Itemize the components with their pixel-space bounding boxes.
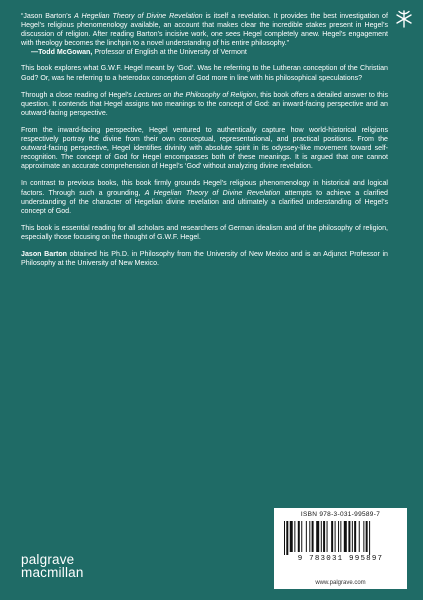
barcode-bar	[354, 521, 356, 552]
isbn-barcode	[274, 508, 407, 578]
barcode-bar	[309, 521, 310, 552]
barcode-bar	[338, 521, 339, 552]
barcode-bar	[298, 521, 300, 552]
p4-text-b: attempts to achieve a clarified understanding of the character of Hegelian divine revelation and ultimately a clarified understanding of Hegel’s concept of God.	[21, 188, 388, 215]
barcode-bar	[312, 521, 314, 552]
publisher-url: www.palgrave.com	[274, 578, 407, 589]
description-paragraph-1: This book explores what G.W.F. Hegel meant by ‘God’. Was he referring to the Lutheran conception of the Christian God? Or, was he referring to a heterodox conception of God more in line with his philosophical speculations?	[21, 64, 388, 82]
barcode-bar	[301, 521, 302, 552]
barcode-bar	[340, 521, 341, 552]
barcode-bar	[294, 521, 295, 552]
barcode-bar	[359, 521, 360, 552]
author-name: Jason Barton	[21, 249, 68, 258]
barcode-bar	[284, 521, 285, 555]
quote-title: A Hegelian Theory of Divine Revelation	[74, 12, 203, 20]
springer-horse-logo-icon	[393, 8, 415, 30]
barcode-bar	[327, 521, 328, 552]
back-cover-text	[21, 12, 388, 276]
barcode-bar	[286, 521, 288, 555]
isbn-digits: 9 783031 995897	[297, 555, 384, 563]
endorsement-author-role: Professor of English at the University of Vermont	[92, 48, 247, 57]
barcode-bar	[369, 521, 370, 555]
p2-title: Lectures on the Philosophy of Religion	[134, 90, 257, 99]
barcode-bar	[323, 521, 325, 552]
barcode-bar	[344, 521, 347, 552]
barcode-bar	[290, 521, 293, 552]
p4-title: A Hegelian Theory of Divine Revelation	[144, 188, 281, 197]
description-paragraph-4	[21, 179, 388, 215]
barcode-bar	[335, 521, 336, 552]
description-paragraph-5: This book is essential reading for all scholars and researchers of German idealism and of the philosophy of religion, especially those focusing on the thought of G.W.F. Hegel.	[21, 223, 388, 241]
quote-text: is itself a revelation. It provides the best investigation of Hegel’s religious phenomenology available, an account that makes clear the incredible stakes present in Hegel’s discussion of religion. After reading Barton’s incisive work, one sees Hegel completely anew. Hegel’s engagement with theology becomes the linchpin to a novel understanding of his entire philosophy.”	[21, 12, 388, 48]
p2-text-a: Through a close reading of Hegel’s	[21, 90, 135, 99]
publisher-line-2: macmillan	[21, 565, 84, 580]
barcode-bar	[348, 521, 350, 552]
p2-text-b: , this book offers a detailed answer to this question. It contends that Hegel assigns two meanings to the concept of God: an inward-facing perspective and an outward-facing perspective.	[21, 90, 388, 117]
author-bio	[21, 250, 388, 268]
publisher-logo	[21, 553, 84, 579]
barcode-bar	[306, 521, 307, 552]
barcode-bar	[321, 521, 322, 552]
quote-open: “Jason Barton’s	[21, 12, 75, 20]
p4-text-a: In contrast to previous books, this book firmly grounds Hegel’s religious phenomenology in historical and logical factors. Through such a grounding,	[21, 179, 388, 197]
publisher-line-1: palgrave	[21, 552, 75, 567]
isbn-label: ISBN 978-3-031-99589-7	[300, 511, 381, 518]
barcode-bar	[331, 521, 333, 552]
barcode-bar	[316, 521, 319, 552]
barcode-bar	[352, 521, 353, 552]
endorsement-author: —Todd McGowan,	[31, 48, 93, 57]
description-paragraph-3: From the inward-facing perspective, Hegel ventured to authentically capture how world-historical religions respectively portray the divine from their own conceptual, representational, and practical positions. From the outward-facing perspective, Hegel identifies divinity with absolute spirit in its odyssey-like movement toward self-recognition. The concept of God for Hegel encompasses both of these meanings. It is argued that one cannot approximate an accurate comprehension of Hegel’s ‘God’ without analyzing divine revelation.	[21, 125, 388, 171]
barcode-bars	[284, 521, 397, 555]
author-bio-text: obtained his Ph.D. in Philosophy from the University of New Mexico and is an Adjunct Professor in Philosophy at the University of New Mexico.	[21, 249, 388, 268]
endorsement-quote	[21, 12, 388, 57]
barcode-bar	[363, 521, 364, 552]
barcode-bar	[366, 521, 368, 552]
description-paragraph-2	[21, 91, 388, 118]
